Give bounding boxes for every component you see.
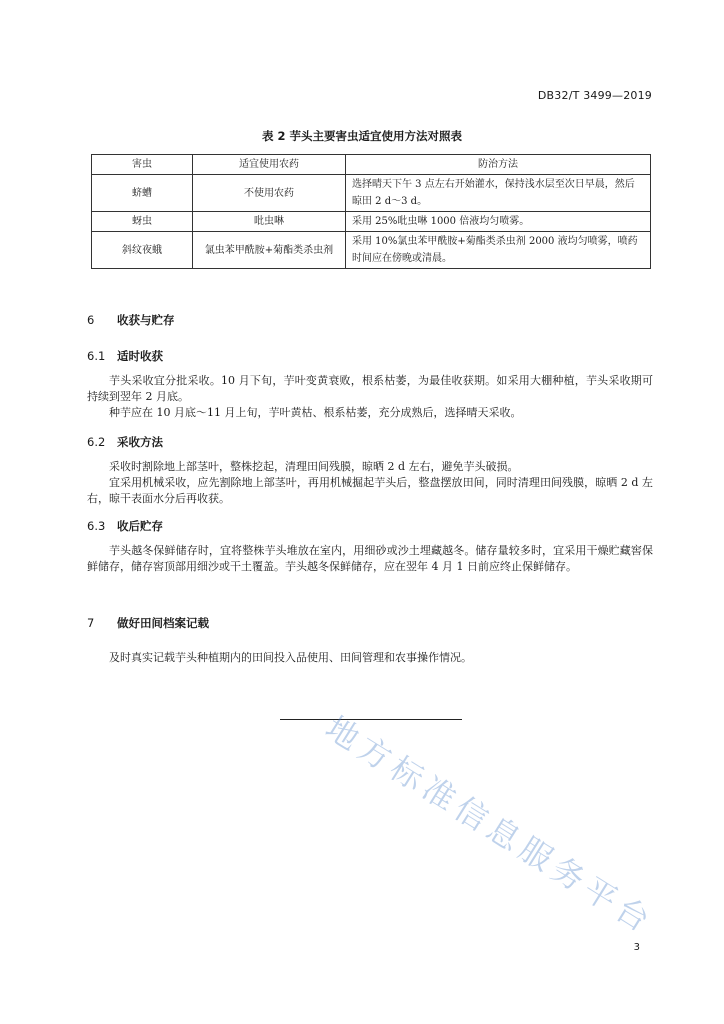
section-title: 收后贮存 — [117, 519, 163, 533]
table-cell: 不使用农药 — [193, 175, 346, 212]
section-title: 采收方法 — [117, 435, 163, 449]
table-cell: 斜纹夜蛾 — [92, 232, 193, 269]
paragraph: 芋头越冬保鲜储存时，宜将整株芋头堆放在室内，用细砂或沙土埋藏越冬。储存量较多时，宜采用干燥贮藏窖保鲜储存，储存窖顶部用细沙或干土覆盖。芋头越冬保鲜储存，应在翌年 4 月 1 日前应终止保鲜储存。 — [87, 544, 653, 573]
table-row — [92, 232, 651, 269]
section-title: 适时收获 — [117, 349, 163, 363]
paragraph: 采收时割除地上部茎叶，整株挖起，清理田间残膜，晾晒 2 d 左右，避免芋头破损。 — [109, 460, 519, 473]
section-heading-6-1 — [87, 348, 163, 364]
table-cell: 氯虫苯甲酰胺+菊酯类杀虫剂 — [193, 232, 346, 269]
table-header-cell: 害虫 — [92, 155, 193, 175]
table-header-cell: 适宜使用农药 — [193, 155, 346, 175]
table-cell: 选择晴天下午 3 点左右开始灌水，保持浅水层至次日早晨，然后晾田 2 d～3 d。 — [346, 175, 651, 212]
table-cell: 采用 10%氯虫苯甲酰胺+菊酯类杀虫剂 2000 液均匀喷雾，喷药时间应在傍晚或清晨。 — [346, 232, 651, 269]
table-header-row — [92, 155, 651, 175]
watermark: 地方标准信息服务平台 — [318, 708, 662, 943]
paragraph: 宜采用机械采收，应先割除地上部茎叶，再用机械掘起芋头后，整盘摆放田间，同时清理田间残膜，晾晒 2 d 左右，晾干表面水分后再收获。 — [87, 476, 653, 505]
section-heading-6 — [87, 312, 175, 328]
table-row — [92, 212, 651, 232]
section-number: 6 — [87, 313, 95, 327]
end-rule — [280, 719, 462, 720]
table-header-cell: 防治方法 — [346, 155, 651, 175]
section-number: 6.3 — [87, 519, 106, 533]
table-cell: 采用 25%吡虫啉 1000 倍液均匀喷雾。 — [346, 212, 651, 232]
paragraph: 种芋应在 10 月底～11 月上旬，芋叶黄枯、根系枯萎，充分成熟后，选择晴天采收。 — [109, 406, 522, 419]
table-row — [92, 175, 651, 212]
section-heading-6-2 — [87, 434, 163, 450]
table-cell: 吡虫啉 — [193, 212, 346, 232]
section-heading-6-3 — [87, 518, 163, 534]
standard-code: DB32/T 3499—2019 — [537, 89, 652, 102]
table-cell: 蛴螬 — [92, 175, 193, 212]
table-title: 表 2 芋头主要害虫适宜使用方法对照表 — [261, 129, 462, 143]
section-heading-7 — [87, 615, 209, 631]
section-number: 6.2 — [87, 435, 106, 449]
paragraph: 芋头采收宜分批采收。10 月下旬，芋叶变黄衰败，根系枯萎，为最佳收获期。如采用大棚种植，芋头采收期可持续到翌年 2 月底。 — [87, 374, 653, 403]
section-title: 做好田间档案记载 — [117, 616, 209, 630]
pest-control-table — [91, 154, 651, 269]
section-number: 6.1 — [87, 349, 106, 363]
paragraph: 及时真实记载芋头种植期内的田间投入品使用、田间管理和农事操作情况。 — [109, 651, 472, 664]
section-title: 收获与贮存 — [117, 313, 175, 327]
page-number: 3 — [633, 942, 640, 953]
table-cell: 蚜虫 — [92, 212, 193, 232]
section-number: 7 — [87, 616, 95, 630]
